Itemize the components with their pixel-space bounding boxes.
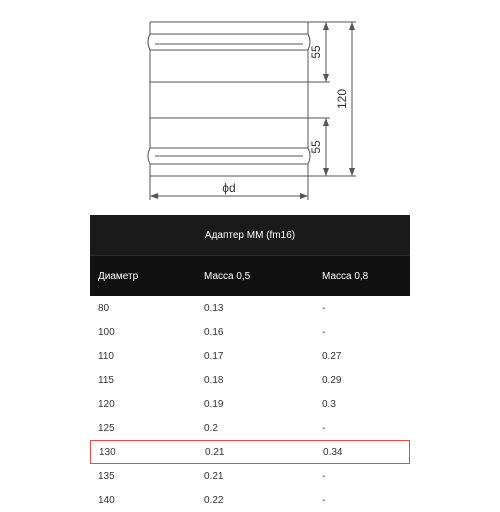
dim-label-diameter: ϕd [222, 181, 236, 195]
cell-mass-05: 0.19 [204, 398, 224, 410]
cell-mass-05: 0.18 [204, 374, 224, 386]
cell-diameter: 110 [98, 350, 114, 362]
dim-label-total: 120 [335, 88, 349, 110]
cell-mass-08: - [322, 470, 326, 482]
arrow-d-left [150, 193, 158, 199]
table-row [90, 320, 410, 344]
cell-diameter: 120 [98, 398, 115, 410]
cell-mass-08: 0.34 [323, 446, 343, 458]
cell-mass-05: 0.22 [204, 494, 224, 506]
table-row [90, 344, 410, 368]
arrow-lower-bottom [323, 168, 329, 176]
left-upper-contour [148, 22, 150, 82]
arrow-upper-bottom [323, 74, 329, 82]
table-row [90, 368, 410, 392]
cell-mass-08: - [322, 494, 326, 506]
table-row [90, 392, 410, 416]
table-row [90, 296, 410, 320]
table-header-row [90, 255, 410, 296]
cell-mass-08: - [322, 422, 326, 434]
cell-mass-05: 0.21 [205, 446, 225, 458]
table-title: Адаптер ММ (fm16) [90, 215, 410, 255]
arrow-total-bottom [349, 168, 355, 176]
cell-diameter: 115 [98, 374, 114, 386]
cell-mass-08: - [322, 326, 326, 338]
arrow-total-top [349, 22, 355, 30]
cell-diameter: 135 [98, 470, 115, 482]
arrow-lower-top [323, 118, 329, 126]
cell-mass-05: 0.16 [204, 326, 224, 338]
cell-mass-08: 0.29 [322, 374, 342, 386]
dim-label-lower: 55 [309, 140, 323, 154]
adapter-drawing [0, 0, 500, 215]
cell-mass-05: 0.17 [204, 350, 224, 362]
cell-mass-05: 0.2 [204, 422, 218, 434]
cell-mass-05: 0.13 [204, 302, 224, 314]
cell-diameter: 130 [99, 446, 116, 458]
header-mass-08: Масса 0,8 [322, 270, 369, 282]
technical-drawing [0, 0, 500, 215]
cell-diameter: 80 [98, 302, 110, 314]
header-mass-05: Масса 0,5 [204, 270, 251, 282]
table-row [90, 464, 410, 488]
arrow-d-right [300, 193, 308, 199]
table-row [90, 416, 410, 440]
dim-label-upper: 55 [309, 45, 323, 59]
arrow-upper-top [323, 22, 329, 30]
cell-mass-08: - [322, 302, 326, 314]
cell-mass-05: 0.21 [204, 470, 224, 482]
cell-mass-08: 0.3 [322, 398, 336, 410]
table-row-highlighted [90, 440, 410, 464]
mass-table [90, 215, 410, 512]
left-lower-contour [148, 118, 150, 176]
cell-mass-08: 0.27 [322, 350, 342, 362]
cell-diameter: 140 [98, 494, 115, 506]
header-diameter: Диаметр [98, 270, 139, 282]
cell-diameter: 100 [98, 326, 115, 338]
cell-diameter: 125 [98, 422, 115, 434]
table-row [90, 488, 410, 512]
